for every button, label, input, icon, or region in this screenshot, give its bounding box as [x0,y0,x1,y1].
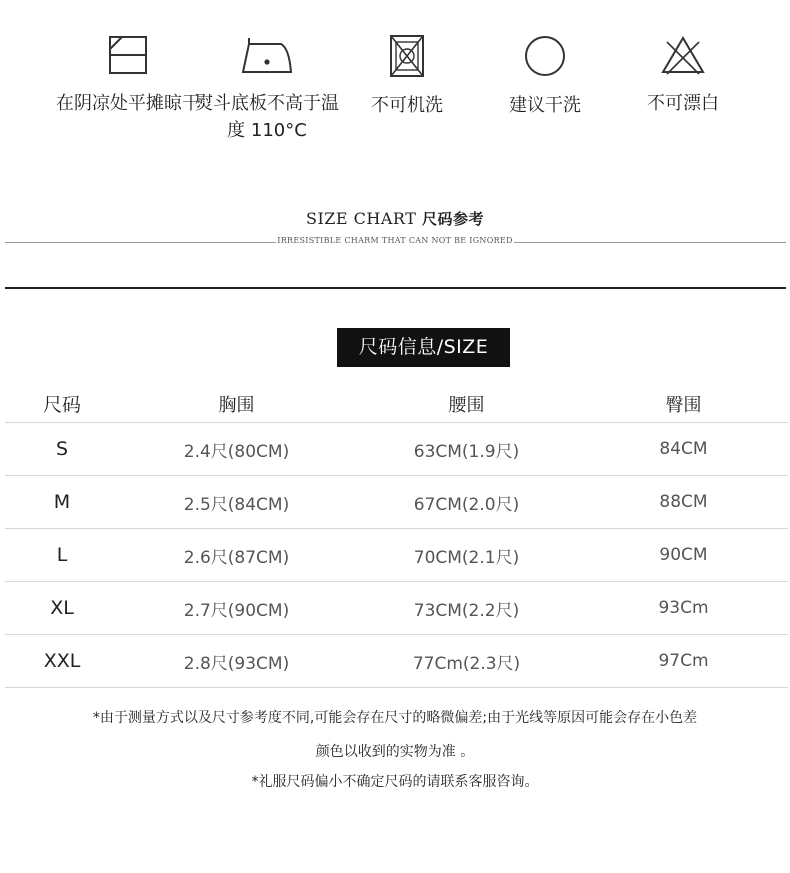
care-label: 建议干洗 [509,95,581,116]
cell-waist: 67CM(2.0尺) [413,494,520,515]
table-row [5,423,788,476]
table-row [5,635,788,688]
dry-flat-shade-icon [106,34,150,76]
size-chart-title-cn: 尺码参考 [421,210,484,228]
care-item-no-machine [332,34,482,119]
cell-waist: 63CM(1.9尺) [413,441,520,462]
iron-low-icon [237,34,297,76]
care-label: 不可机洗 [371,95,443,116]
cell-size: S [55,438,69,460]
no-tumble-dry-icon [387,34,427,78]
note-sizing-advice: *礼服尺码偏小不确定尺码的请联系客服咨询。 [251,774,539,790]
cell-size: XXL [43,650,81,672]
header-waist: 腰围 [448,394,485,416]
cell-chest: 2.5尺(84CM) [183,494,290,515]
care-item-no-bleach [608,34,758,117]
size-info-badge: 尺码信息/SIZE [337,328,510,367]
header-size: 尺码 [42,394,81,416]
table-row [5,582,788,635]
care-label: 熨斗底板不高于温度 110°C [195,93,339,141]
cell-chest: 2.8尺(93CM) [183,653,290,674]
cell-hip: 93Cm [658,598,709,618]
table-row [5,529,788,582]
cell-chest: 2.4尺(80CM) [183,441,290,462]
note-measurement: *由于测量方式以及尺寸参考度不同,可能会存在尺寸的略微偏差;由于光线等原因可能会存在小色差 [92,710,698,726]
no-bleach-icon [659,34,707,76]
size-chart-title [0,208,790,229]
care-item-dry-clean [470,34,620,119]
cell-hip: 90CM [659,545,708,565]
cell-size: M [53,491,71,513]
cell-size: L [56,544,68,566]
care-instructions [0,34,790,164]
care-item-iron [192,34,342,144]
dry-clean-icon [523,34,567,78]
care-item-dry-flat [53,34,203,117]
cell-hip: 88CM [659,492,708,512]
section-divider [5,287,786,289]
cell-chest: 2.6尺(87CM) [183,547,290,568]
cell-hip: 84CM [659,439,708,459]
cell-chest: 2.7尺(90CM) [183,600,290,621]
table-row [5,476,788,529]
table-header-row [5,385,788,423]
size-chart-title-en: SIZE CHART [306,209,417,228]
size-table [5,385,788,688]
care-label: 在阴凉处平摊晾干 [56,93,200,114]
cell-waist: 70CM(2.1尺) [413,547,520,568]
cell-size: XL [50,597,74,619]
cell-hip: 97Cm [658,651,709,671]
header-hip: 臀围 [665,394,702,416]
size-chart-subtitle: IRRESISTIBLE CHARM THAT CAN NOT BE IGNORED [277,236,513,245]
header-chest: 胸围 [218,394,255,416]
care-label: 不可漂白 [647,93,719,114]
cell-waist: 73CM(2.2尺) [413,600,520,621]
note-color: 颜色以收到的实物为准 。 [315,744,475,760]
cell-waist: 77Cm(2.3尺) [412,653,521,674]
